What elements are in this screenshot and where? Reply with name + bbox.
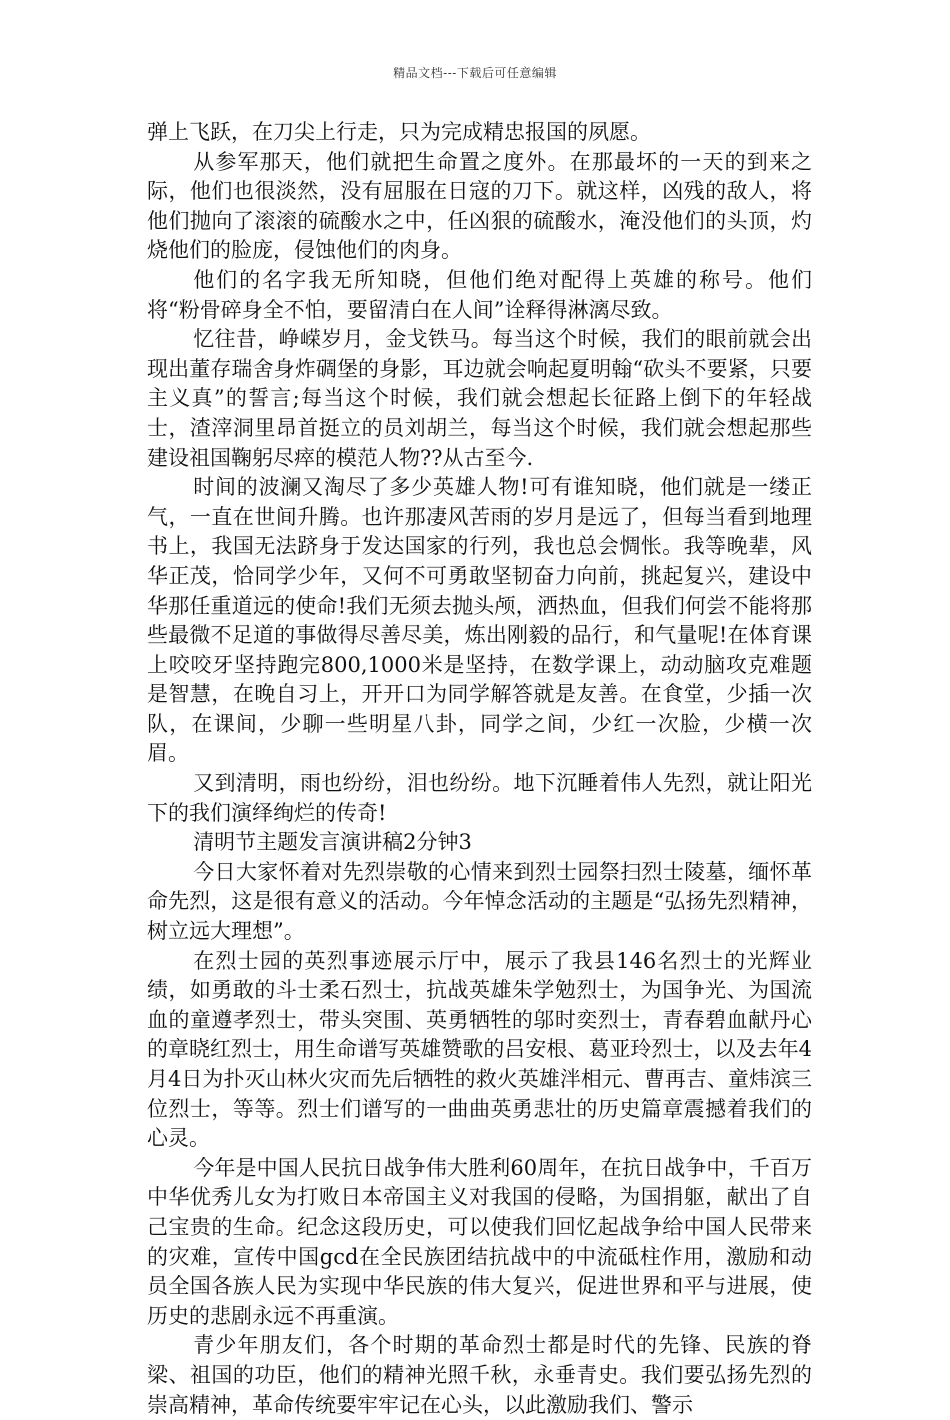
paragraph: 从参军那天，他们就把生命置之度外。在那最坏的一天的到来之际，他们也很淡然，没有屈服在日寇的刀下。就这样，凶残的敌人，将他们抛向了滚滚的硫酸水之中，任凶狠的硫酸水，淹没他们的头顶，灼烧他们的脸庞，侵蚀他们的肉身。: [147, 149, 812, 263]
paragraph: 弹上飞跃，在刀尖上行走，只为完成精忠报国的夙愿。: [147, 120, 651, 144]
paragraph: 在烈士园的英烈事迹展示厅中，展示了我县146名烈士的光辉业绩，如勇敢的斗士柔石烈士，抗战英雄朱学勉烈士，为国争光、为国流血的童遵孝烈士，带头突围、英勇牺牲的邬时奕烈士，青春碧血献丹心的章晓红烈士，用生命谱写英雄赞歌的吕安根、葛亚玲烈士，以及去年4月4日为扑灭山林火灾而先后牺牲的救火英雄泮相元、曹再吉、童炜滨三位烈士，等等。烈士们谱写的一曲曲英勇悲壮的历史篇章震撼着我们的心灵。: [147, 948, 812, 1151]
paragraph: 忆往昔，峥嵘岁月，金戈铁马。每当这个时候，我们的眼前就会出现出董存瑞舍身炸碉堡的身影，耳边就会响起夏明翰“砍头不要紧，只要主义真”的誓言;每当这个时候，我们就会想起长征路上倒下的年轻战士，渣滓洞里昂首挺立的员刘胡兰，每当这个时候，我们就会想起那些建设祖国鞠躬尽瘁的模范人物??从古至今.: [147, 327, 812, 470]
section-heading: 清明节主题发言演讲稿2分钟3: [193, 830, 472, 855]
paragraph: 他们的名字我无所知晓，但他们绝对配得上英雄的称号。他们将“粉骨碎身全不怕，要留清白在人间”诠释得淋漓尽致。: [147, 267, 812, 322]
paragraph: 今年是中国人民抗日战争伟大胜利60周年，在抗日战争中，千百万中华优秀儿女为打败日本帝国主义对我国的侵略，为国捐躯，献出了自己宝贵的生命。纪念这段历史，可以使我们回忆起战争给中国人民带来的灾难，宣传中国gcd在全民族团结抗战中的中流砥柱作用，激励和动员全国各族人民为实现中华民族的伟大复兴，促进世界和平与进展，使历史的悲剧永远不再重演。: [147, 1155, 812, 1328]
document-body: [147, 118, 812, 1420]
paragraph: 青少年朋友们，各个时期的革命烈士都是时代的先锋、民族的脊梁、祖国的功臣，他们的精神光照千秋，永垂青史。我们要弘扬先烈的崇高精神，革命传统要牢牢记在心头，以此激励我们、警示: [147, 1333, 812, 1417]
page-header: 精品文档---下载后可任意编辑: [393, 66, 557, 80]
paragraph: 时间的波澜又淘尽了多少英雄人物!可有谁知晓，他们就是一缕正气，一直在世间升腾。也许那凄风苦雨的岁月是远了，但每当看到地理书上，我国无法跻身于发达国家的行列，我也总会惆怅。我等晚辈，风华正茂，恰同学少年，又何不可勇敢坚韧奋力向前，挑起复兴，建设中华那任重道远的使命!我们无须去抛头颅，洒热血，但我们何尝不能将那些最微不足道的事做得尽善尽美，炼出刚毅的品行，和气量呢!在体育课上咬咬牙坚持跑完800,1000米是坚持，在数学课上，动动脑攻克难题是智慧，在晚自习上，开开口为同学解答就是友善。在食堂，少插一次队，在课间，少聊一些明星八卦，同学之间，少红一次脸，少横一次眉。: [147, 475, 812, 766]
paragraph: 今日大家怀着对先烈崇敬的心情来到烈士园祭扫烈士陵墓，缅怀革命先烈，这是很有意义的活动。今年悼念活动的主题是“弘扬先烈精神，树立远大理想”。: [147, 859, 812, 944]
paragraph: 又到清明，雨也纷纷，泪也纷纷。地下沉睡着伟人先烈，就让阳光下的我们演绎绚烂的传奇!: [147, 771, 812, 825]
